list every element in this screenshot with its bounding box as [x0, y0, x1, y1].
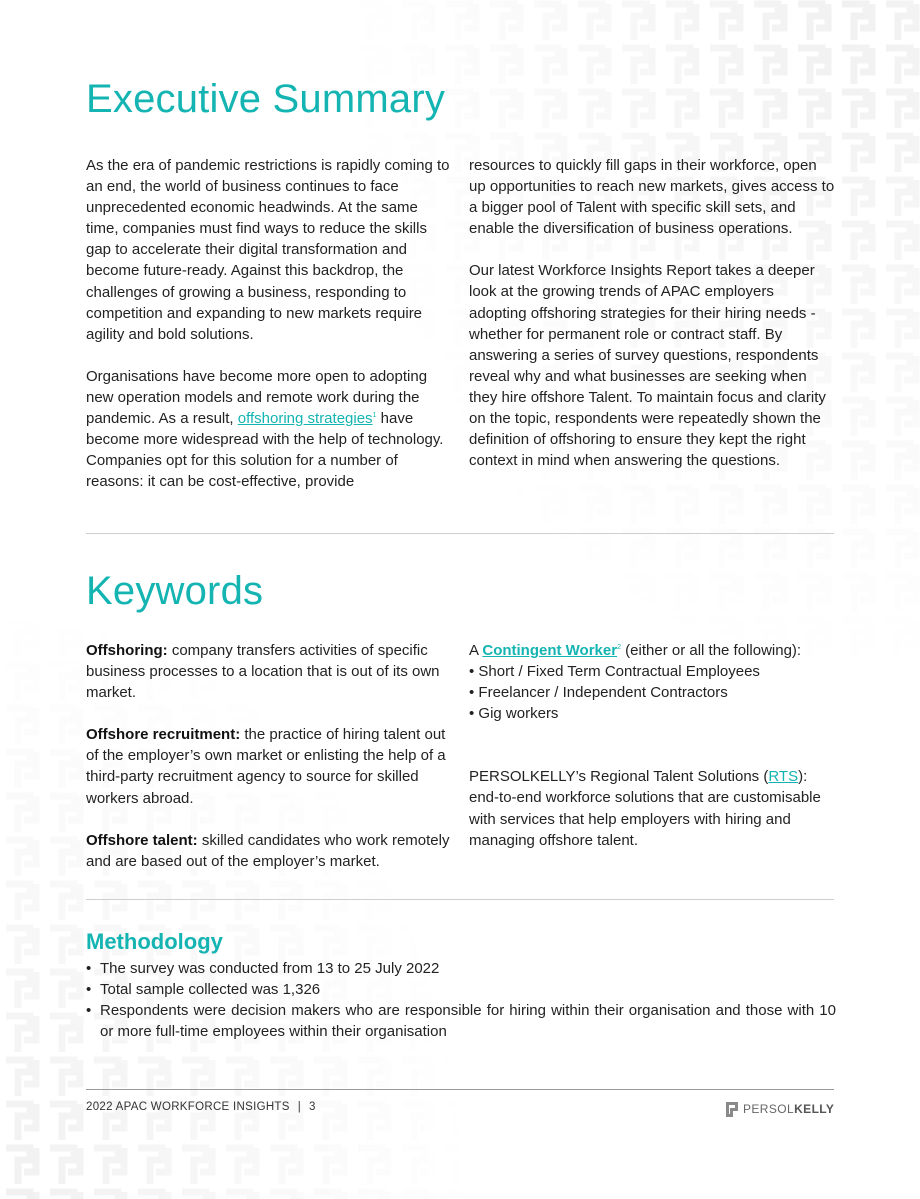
keyword-offshore-talent: [86, 830, 452, 872]
keyword-rts: [469, 766, 835, 850]
contingent-prefix: A: [469, 642, 483, 659]
summary-paragraph-4: Our latest Workforce Insights Report takes a deeper look at the growing trends of APAC employers adopting offshoring strategies for their hiring needs - whether for permanent role or contract staff. By answering a series of survey questions, respondents reveal why and what businesses are seeking when they hire offshore Talent. To maintain focus and clarity on the topic, respondents were repeatedly shown the definition of offshoring to ensure they kept the right context in mind when answering the questions.: [469, 262, 826, 470]
summary-right-column: [469, 155, 835, 471]
summary-paragraph-2-start: Organisations have become more open to adopting new operation models and remote work during the pandemic. As a result,: [86, 367, 428, 428]
footer-divider: [86, 1089, 834, 1090]
logo-text-light: PERSOL: [743, 1102, 795, 1116]
executive-summary-heading: Executive Summary: [86, 77, 446, 121]
keywords-heading: Keywords: [86, 569, 264, 613]
keywords-left-column: [86, 640, 452, 872]
footnote-1-marker: 1: [372, 412, 377, 420]
section-divider: [86, 533, 834, 534]
rts-text-end: ): end-to-end workforce solutions that are customisable with services that help employers with hiring and managing offshore talent.: [469, 768, 821, 849]
contingent-suffix: (either or all the following):: [621, 642, 802, 659]
section-divider: [86, 899, 834, 900]
footer-report-title: 2022 APAC WORKFORCE INSIGHTS: [86, 1101, 290, 1113]
logo-wordmark: [743, 1102, 834, 1116]
footer-separator: |: [297, 1101, 302, 1113]
contingent-worker-link[interactable]: Contingent Worker: [482, 642, 618, 659]
keyword-term: Offshoring:: [86, 642, 168, 659]
contingent-item: • Gig workers: [469, 705, 559, 723]
keywords-right-column: [469, 640, 835, 851]
summary-paragraph-2: [86, 366, 452, 493]
footer: [86, 1101, 316, 1113]
summary-paragraph-2-end: have become more widespread with the help of technology. Companies opt for this solution for a number of reasons: it can be cost-effective, provide: [86, 410, 444, 491]
keyword-definition: skilled candidates who work remotely and are based out of the employer’s market.: [86, 831, 450, 870]
methodology-list: [86, 958, 836, 1042]
offshoring-strategies-link[interactable]: offshoring strategies: [237, 410, 373, 428]
rts-text-start: PERSOLKELLY’s Regional Talent Solutions (: [469, 768, 769, 786]
keyword-definition: the practice of hiring talent out of the employer’s own market or enlisting the help of a third-party recruitment agency to source for skilled workers abroad.: [86, 726, 446, 807]
footnote-2-marker: 2: [617, 644, 621, 651]
methodology-item: • The survey was conducted from 13 to 25 July 2022: [86, 958, 836, 979]
methodology-heading: Methodology: [86, 929, 223, 954]
keyword-offshore-recruitment: [86, 724, 452, 808]
rts-link[interactable]: RTS: [768, 768, 799, 786]
contingent-item: • Short / Fixed Term Contractual Employees: [469, 663, 760, 681]
methodology-item: • Total sample collected was 1,326: [86, 979, 836, 1000]
logo-text-bold: KELLY: [794, 1102, 835, 1116]
contingent-item: • Freelancer / Independent Contractors: [469, 684, 728, 702]
keyword-contingent-worker: [469, 640, 835, 724]
keyword-offshoring: [86, 640, 452, 703]
page-number: 3: [309, 1101, 316, 1113]
persolkelly-logo: [726, 1101, 834, 1117]
methodology-item: • Respondents were decision makers who are responsible for hiring within their organisation and those with 10 or more full-time employees within their organisation: [86, 1000, 836, 1042]
summary-paragraph-3: resources to quickly fill gaps in their workforce, open up opportunities to reach new markets, gives access to a bigger pool of Talent with specific skill sets, and enable the diversification of business operations.: [469, 157, 835, 238]
keyword-term: Offshore recruitment:: [86, 726, 241, 744]
keyword-term: Offshore talent:: [86, 831, 198, 849]
summary-paragraph-1: As the era of pandemic restrictions is rapidly coming to an end, the world of business continues to face unprecedented economic headwinds. At the same time, companies must find ways to reduce the skills gap to accelerate their digital transformation and become future-ready. Against this backdrop, the challenges of growing a business, responding to competition and expanding to new markets require agility and bold solutions.: [86, 157, 450, 343]
keyword-definition: company transfers activities of specific business processes to a location that is out of its own market.: [86, 642, 440, 702]
summary-left-column: [86, 155, 452, 492]
persolkelly-logo-icon: [726, 1102, 738, 1117]
